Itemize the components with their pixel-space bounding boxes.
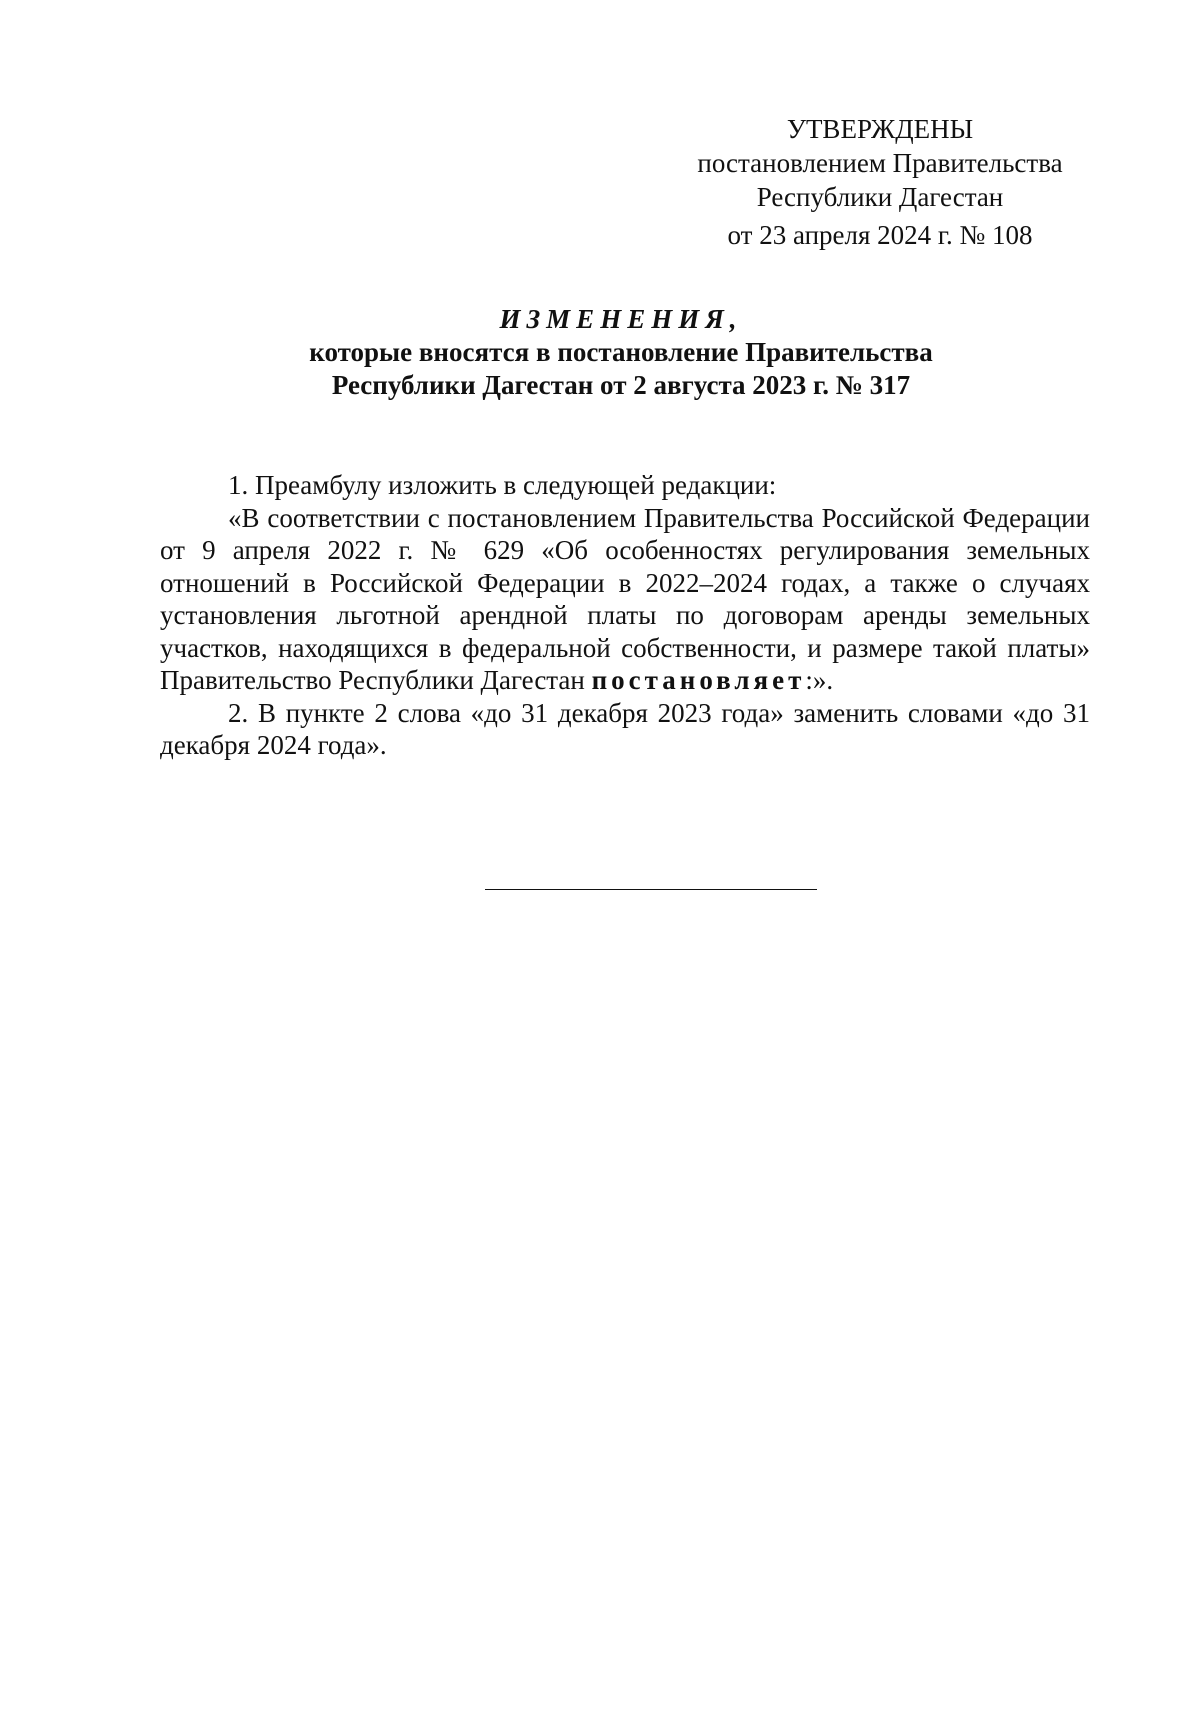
item-1-intro: 1. Преамбулу изложить в следующей редакции: [228, 470, 777, 500]
document-title [150, 303, 1092, 402]
approval-line-approved: УТВЕРЖДЕНЫ [786, 114, 974, 144]
item-2: 2. В пункте 2 слова «до 31 декабря 2023 года» заменить словами «до 31 декабря 2024 года». [160, 697, 1090, 760]
approval-date: от 23 апреля 2024 г. № 108 [727, 220, 1033, 250]
closing-divider [485, 889, 817, 890]
item-1-preamble-end: :». [805, 665, 834, 695]
item-1-preamble [160, 502, 1090, 697]
approval-line-by-resolution: постановлением Правительства [697, 148, 1063, 178]
title-heading: ИЗМЕНЕНИЯ, [499, 304, 743, 334]
item-1-preamble-text: «В соответствии с постановлением Правительства Российской Федерации от 9 апреля 2022 г. № 629 «Об особенностях регулирования земельных отношений в Российской Федерации в 2022–2024 годах, а также о случаях установления льготной арендной платы по договорам аренды земельных участков, находящихся в федеральной собственности, и размере такой платы» Правительство Республики Дагестан [160, 502, 1090, 695]
title-subline-2: Республики Дагестан от 2 августа 2023 г. № 317 [331, 370, 911, 400]
decree-word: постановляет [591, 665, 806, 695]
approval-line-republic: Республики Дагестан [756, 182, 1004, 212]
document-body [160, 469, 1090, 762]
title-subline-1: которые вносятся в постановление Правительства [309, 337, 933, 367]
approval-stamp [660, 112, 1100, 252]
